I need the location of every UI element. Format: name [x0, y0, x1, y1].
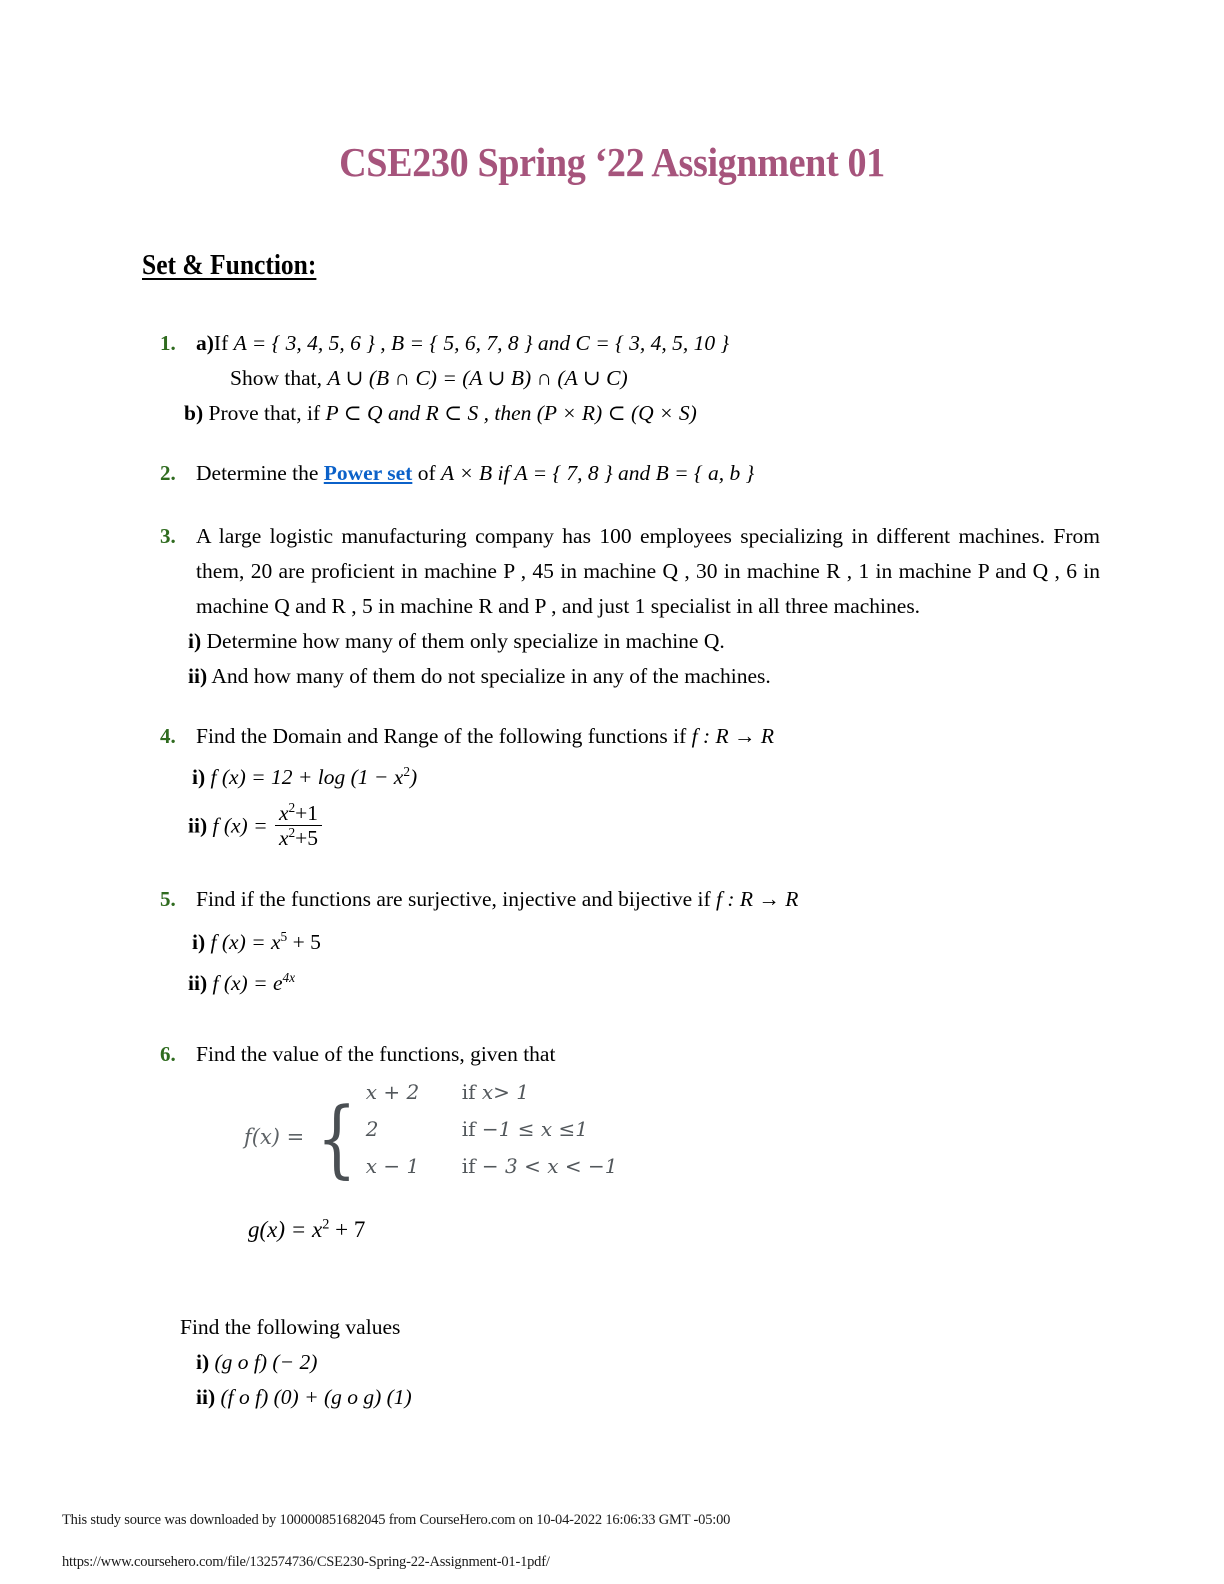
question-body-5 [196, 882, 1100, 917]
q1-b-math: P ⊂ Q and R ⊂ S , then (P × R) ⊂ (Q × S) [325, 400, 697, 425]
section-heading-set-and-function: Set & Function: [142, 249, 317, 281]
question-number-6: 6. [160, 1041, 176, 1066]
piecewise-row [365, 1116, 618, 1156]
question-item-2 [0, 456, 1224, 491]
q2-text-after: of [412, 461, 441, 486]
q4-text: Find the Domain and Range of the following functions if [196, 724, 692, 749]
q3-i-text: Determine how many of them only specialize in machine Q. [206, 628, 725, 653]
num-exponent: 2 [288, 799, 296, 815]
g-exponent: 2 [322, 1215, 330, 1232]
tail-ii-math: (f o f) (0) + (g o g) (1) [220, 1384, 412, 1409]
q4-i-math-lhs: f (x) = 12 + log (1 − x [210, 765, 404, 790]
q1-a-math-1: A = { 3, 4, 5, 6 } , B = { 5, 6, 7, 8 } and C = { 3, 4, 5, 10 } [233, 331, 730, 355]
condition-expression: − 3 < x < −1 [481, 1153, 618, 1178]
q5-text: Find if the functions are surjective, injective and bijective if [196, 887, 717, 912]
question-item-1 [0, 326, 1224, 430]
question-list [0, 326, 1224, 1268]
q2-text-before: Determine the [196, 461, 324, 486]
piecewise-row [365, 1079, 618, 1119]
piecewise-value: x − 1 [365, 1153, 420, 1178]
den-base: x [278, 826, 289, 851]
question-number-1: 1. [160, 331, 176, 355]
fraction-denominator [275, 825, 322, 850]
q1-a-label: a) [196, 331, 214, 355]
q1-a-text-1: If [213, 331, 234, 355]
q1-a-math-2: A ∪ (B ∩ C) = (A ∪ B) ∩ (A ∪ C) [327, 365, 628, 390]
piecewise-condition [461, 1116, 588, 1141]
if-keyword: if [461, 1079, 476, 1104]
q5-sub-ii [188, 966, 1100, 1001]
coursehero-source-url[interactable]: https://www.coursehero.com/file/132574736/CSE230-Spring-22-Assignment-01-1pdf/ [62, 1554, 550, 1570]
question-number-3: 3. [160, 524, 176, 549]
q5-i-math-rhs: + 5 [287, 930, 321, 955]
power-set-link[interactable]: Power set [323, 461, 413, 486]
piecewise-function-image [244, 1079, 618, 1193]
piecewise-table [244, 1079, 618, 1193]
q4-i-exponent: 2 [403, 764, 410, 780]
question-body-1 [184, 326, 1100, 430]
question-body-4 [196, 719, 1100, 754]
q3-ii-text: And how many of them do not specialize in any of the machines. [211, 663, 771, 688]
question-number-2: 2. [160, 461, 176, 486]
q4-condition: f : R → R [691, 724, 775, 749]
q5-ii-label: ii) [188, 970, 208, 995]
q4-i-label: i) [192, 765, 206, 790]
g-rhs: + 7 [329, 1216, 366, 1242]
g-function-definition [248, 1211, 1100, 1248]
num-rest: +1 [295, 801, 319, 826]
piecewise-value: 2 [365, 1116, 379, 1141]
q1-a-text-2: Show that, [230, 365, 328, 390]
q3-sub-ii [188, 659, 1100, 694]
piecewise-condition [461, 1079, 530, 1104]
q1-b-label: b) [184, 400, 204, 425]
q3-ii-label: ii) [188, 663, 208, 688]
question-item-6 [0, 1037, 1224, 1248]
piecewise-row [365, 1153, 618, 1193]
q5-i-label: i) [192, 930, 206, 955]
question-body-3: A large logistic manufacturing company has 100 employees specializing in different machines. From them, 20 are proficient in machine P , 45 in machine Q , 30 in machine R , 1 in machine P and Q , 6 in machine Q and R , 5 in machine R and P , and just 1 specialist in all three machines. [196, 524, 1100, 618]
q1-b-line [184, 396, 1100, 431]
fraction-numerator [275, 801, 322, 825]
q5-ii-math-lhs: f (x) = e [212, 970, 283, 995]
if-keyword: if [461, 1153, 476, 1178]
q4-i-math-rhs: ) [409, 765, 418, 790]
q5-condition: f : R → R [716, 887, 799, 912]
q2-math: A × B if A = { 7, 8 } and B = { a, b } [441, 461, 755, 486]
piecewise-condition [461, 1153, 618, 1178]
q3-sub-i [188, 624, 1100, 659]
find-values-i [196, 1345, 1224, 1380]
q3-i-label: i) [188, 628, 202, 653]
question-number-5: 5. [160, 887, 176, 912]
den-rest: +5 [295, 826, 319, 851]
left-brace-icon: { [316, 1088, 358, 1187]
g-lhs: g(x) = x [248, 1216, 323, 1242]
piecewise-value: x + 2 [365, 1079, 420, 1104]
piecewise-lhs: f(x) = [244, 1124, 305, 1149]
q5-sub-i [192, 925, 1100, 960]
q4-sub-i [192, 760, 1100, 795]
den-exponent: 2 [288, 825, 296, 841]
condition-expression: −1 ≤ x ≤1 [481, 1116, 588, 1141]
q1-b-text: Prove that, if [208, 400, 326, 425]
q4-ii-fraction [275, 801, 322, 850]
q5-i-math-lhs: f (x) = x [210, 930, 281, 955]
tail-ii-label: ii) [196, 1384, 216, 1409]
coursehero-download-note: This study source was downloaded by 100000851682045 from CourseHero.com on 10-04-2022 16:06:33 GMT -05:00 [62, 1512, 731, 1528]
q5-ii-exponent: 4x [282, 969, 296, 985]
question-item-5 [0, 882, 1224, 1000]
find-values-lead: Find the following values [180, 1315, 401, 1339]
if-keyword: if [461, 1116, 476, 1141]
q4-ii-label: ii) [188, 813, 208, 838]
question-item-3 [0, 519, 1224, 693]
question-item-4 [0, 719, 1224, 852]
q5-i-exponent: 5 [280, 928, 288, 944]
tail-i-math: (g o f) (− 2) [214, 1349, 318, 1374]
q4-sub-ii [188, 799, 1100, 852]
find-values-block [0, 1310, 1224, 1414]
q1-a-line-2 [230, 361, 1100, 396]
q4-ii-math-lhs: f (x) = [212, 813, 273, 838]
question-body-6: Find the value of the functions, given that [196, 1041, 556, 1066]
condition-expression: x> 1 [481, 1079, 530, 1104]
piecewise-rows [365, 1079, 618, 1193]
question-body-2 [196, 456, 1100, 491]
page-title: CSE230 Spring ‘22 Assignment 01 [339, 139, 885, 185]
find-values-ii [196, 1380, 1224, 1415]
num-base: x [278, 801, 289, 826]
tail-i-label: i) [196, 1349, 210, 1374]
question-number-4: 4. [160, 724, 176, 749]
